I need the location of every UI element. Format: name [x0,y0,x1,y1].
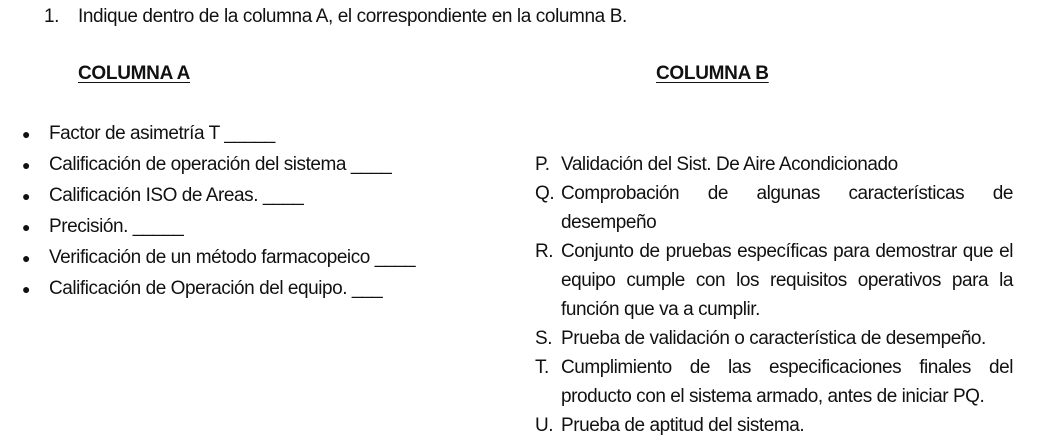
column-a-item-text: Verificación de un método farmacopeico ____ [49,247,416,268]
question-number: 1. [44,6,60,27]
bullet-icon: ● [22,250,31,266]
bullet-icon: ● [22,188,31,204]
column-b-item-text: Validación del Sist. De Aire Acondicionado [561,154,898,175]
column-b-item-text: Comprobación de algunas características de desempeño [561,183,1013,233]
column-b-header: COLUMNA B [656,63,769,84]
column-a-item-text: Precisión. _____ [49,216,184,237]
column-a-header: COLUMNA A [78,63,190,84]
column-a-item-text: Calificación de operación del sistema ____ [49,154,392,175]
bullet-icon: ● [22,281,31,297]
column-a-item [22,215,415,246]
column-b-item [535,324,1013,353]
column-a-item [22,184,415,215]
column-a-item-text: Calificación de Operación del equipo. ___ [49,278,383,299]
column-b-item-text: Conjunto de pruebas específicas para demostrar que el equipo cumple con los requisitos operativos para la función que va a cumplir. [561,241,1013,320]
column-b-item-text: Prueba de aptitud del sistema. [561,415,805,436]
column-a-item [22,246,415,277]
bullet-icon: ● [22,126,31,142]
column-b-item [535,179,1013,237]
question-line [44,6,627,28]
column-b-item [535,150,1013,179]
column-a-item [22,153,415,184]
column-a-item [22,122,415,153]
column-b-item-letter: R. [535,241,554,262]
column-b-item-text: Prueba de validación o característica de desempeño. [561,328,986,349]
column-a-item-text: Factor de asimetría T _____ [49,123,275,144]
question-text: Indique dentro de la columna A, el correspondiente en la columna B. [78,6,627,27]
bullet-icon: ● [22,219,31,235]
column-b-item-text: Cumplimiento de las especificaciones finales del producto con el sistema armado, antes de iniciar PQ. [561,357,1013,407]
column-b-item-letter: P. [535,154,550,175]
column-b-list [535,150,1013,440]
column-b-item-letter: Q. [535,183,555,204]
column-a-item-text: Calificación ISO de Areas. ____ [49,185,304,206]
column-b-item [535,353,1013,411]
column-b-item-letter: T. [535,357,549,378]
column-a-list [22,122,415,308]
column-b-item-letter: S. [535,328,553,349]
column-a-item [22,277,415,308]
column-b-item [535,411,1013,440]
column-b-item-letter: U. [535,415,554,436]
column-b-item [535,237,1013,324]
bullet-icon: ● [22,157,31,173]
